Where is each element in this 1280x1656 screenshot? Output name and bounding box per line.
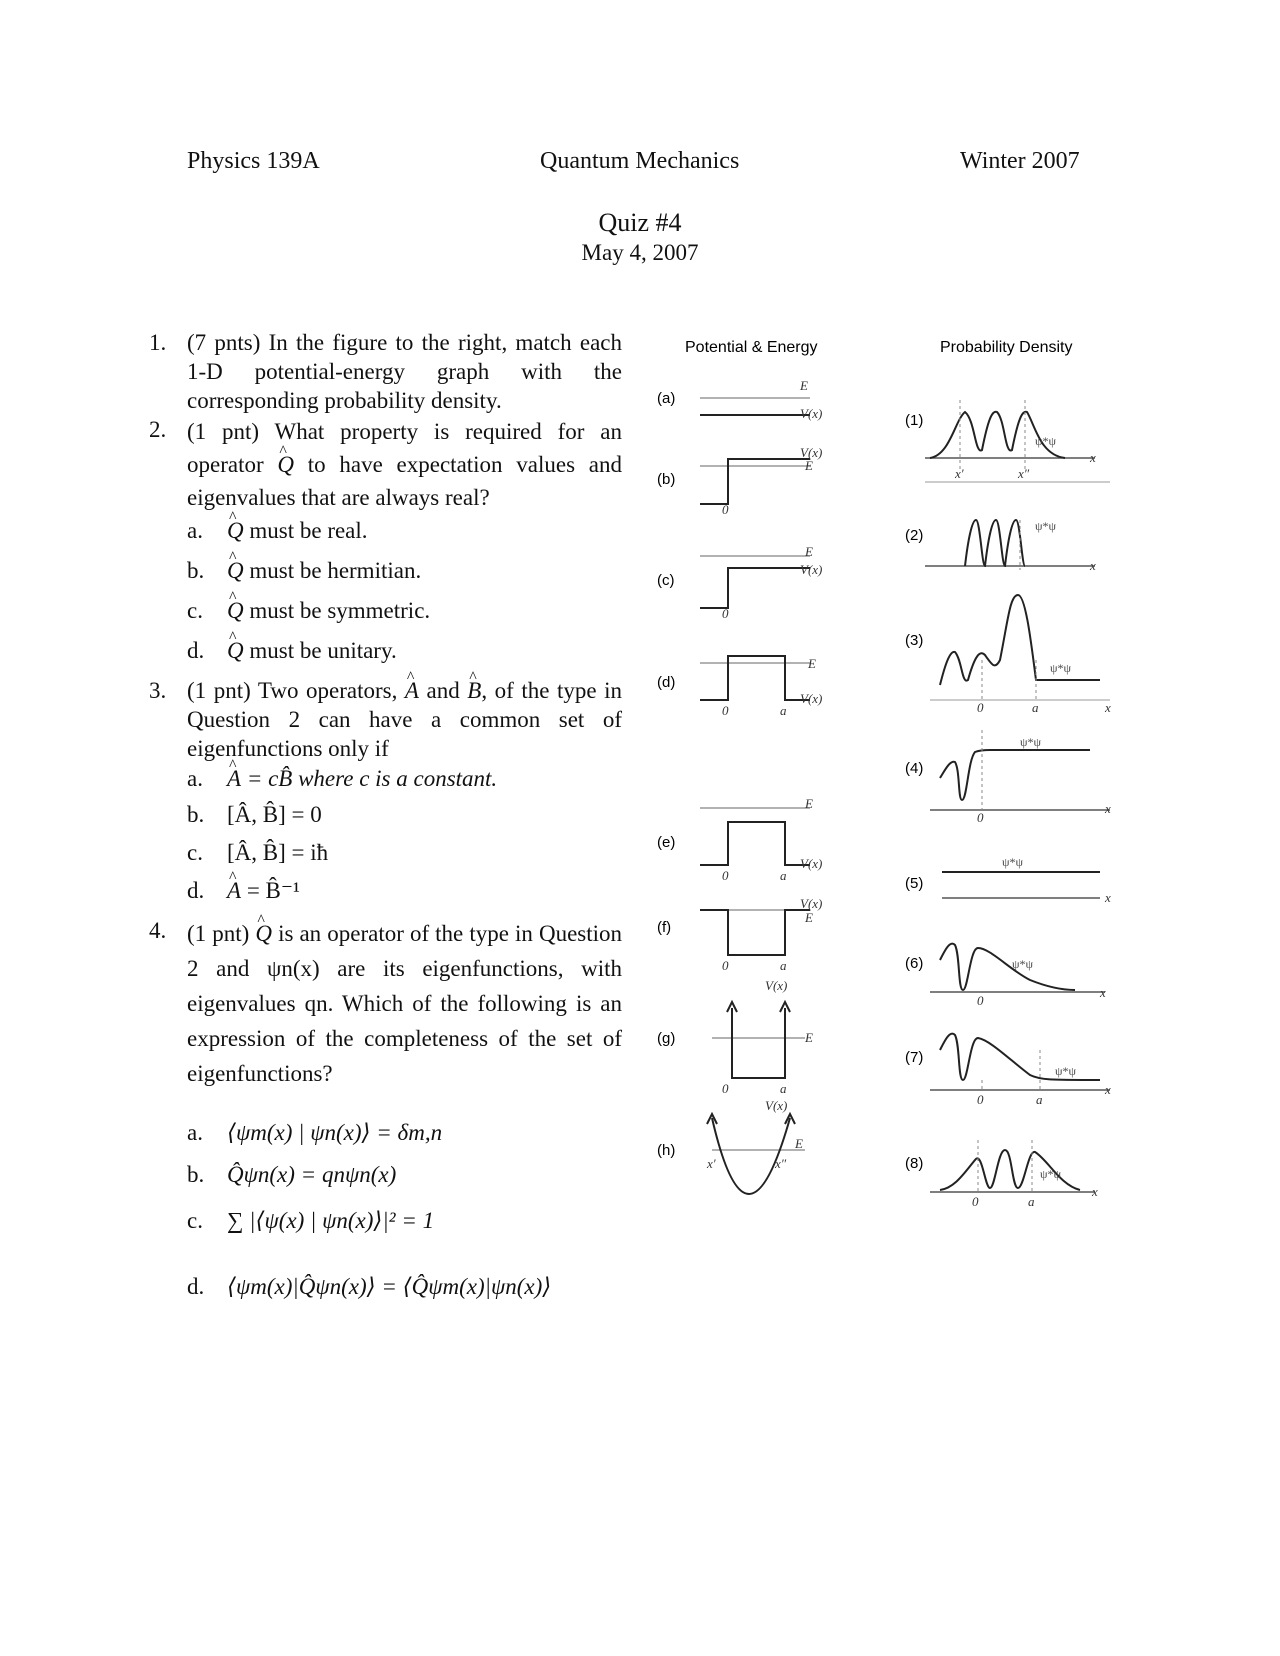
option-letter: c. bbox=[187, 840, 203, 865]
q4-option-d bbox=[187, 1272, 551, 1302]
label-psi: ψ*ψ bbox=[1002, 855, 1024, 869]
label-E: E bbox=[805, 458, 813, 473]
label-psi: ψ*ψ bbox=[1012, 957, 1034, 971]
operator: ^ Q bbox=[227, 516, 244, 546]
label-V: V(x) bbox=[765, 1098, 788, 1113]
q4-text-b: is an operator of the type in Question 2 and ψn(x) are its eigenfunctions, with eigenvalues qn. Which of the following is an expression of the completeness of the set of eigenfunctions? bbox=[187, 921, 623, 1086]
label-xpp: x″ bbox=[1018, 466, 1030, 481]
label-x: x bbox=[1105, 801, 1111, 816]
potential-well-f bbox=[700, 910, 810, 955]
q4-number: 4. bbox=[149, 918, 167, 943]
option-text: ⟨ψm(x) | ψn(x)⟩ = δm,n bbox=[227, 1120, 443, 1145]
density-label-2: (2) bbox=[905, 527, 924, 544]
q3-option-c bbox=[187, 838, 328, 868]
potential-barrier-e bbox=[700, 822, 810, 865]
label-psi: ψ*ψ bbox=[1050, 661, 1072, 675]
density-curve-6 bbox=[940, 944, 1075, 990]
q4-text bbox=[187, 916, 622, 1091]
q3-option-b bbox=[187, 800, 322, 830]
label-a: a bbox=[780, 1081, 787, 1096]
label-E: E bbox=[805, 796, 813, 811]
q2-text bbox=[187, 415, 622, 514]
option-letter: a. bbox=[187, 518, 203, 543]
label-E: E bbox=[805, 1030, 813, 1045]
density-curve-2 bbox=[965, 520, 1025, 566]
option-letter: d. bbox=[187, 638, 205, 663]
label-psi: ψ*ψ bbox=[1035, 434, 1057, 448]
operator: ^ Q bbox=[227, 556, 244, 586]
option-text: = cB̂ where c is a constant. bbox=[246, 766, 498, 791]
option-text: must be hermitian. bbox=[249, 558, 422, 583]
course-subject: Quantum Mechanics bbox=[540, 148, 740, 174]
label-psi: ψ*ψ bbox=[1040, 1167, 1062, 1181]
q2-option-b bbox=[187, 556, 421, 586]
label-zero: 0 bbox=[722, 703, 729, 718]
density-label-5: (5) bbox=[905, 875, 924, 892]
label-x: x bbox=[1105, 700, 1111, 715]
quiz-title: Quiz #4 bbox=[598, 208, 682, 237]
infinite-well-g bbox=[732, 1008, 785, 1078]
option-letter: d. bbox=[187, 878, 205, 903]
operator: ^ Q bbox=[227, 636, 244, 666]
label-psi: ψ*ψ bbox=[1020, 735, 1042, 749]
potential-figure-title: Potential & Energy bbox=[685, 339, 818, 356]
label-V: V(x) bbox=[800, 562, 823, 577]
label-a: a bbox=[780, 958, 787, 973]
label-V: V(x) bbox=[765, 978, 788, 993]
q2-operator: ^ Q bbox=[277, 448, 294, 481]
label-zero: 0 bbox=[977, 993, 984, 1008]
q3-text-b: , of the type in Question 2 can have a common set of eigenfunctions only if bbox=[187, 678, 622, 761]
q4-text-a: (1 pnt) bbox=[187, 921, 250, 946]
q2-text-b: to have expectation values and eigenvalues that are always real? bbox=[187, 452, 623, 510]
option-text: must be symmetric. bbox=[249, 598, 431, 623]
q4-option-b bbox=[187, 1160, 396, 1190]
q1-text: (7 pnts) In the figure to the right, match each 1-D potential-energy graph with the corresponding probability density. bbox=[187, 330, 622, 413]
density-label-3: (3) bbox=[905, 632, 924, 649]
label-zero: 0 bbox=[722, 606, 729, 621]
potential-label-a: (a) bbox=[657, 390, 676, 407]
label-zero: 0 bbox=[722, 1081, 729, 1096]
potential-step-c bbox=[700, 568, 810, 608]
q4-operator: ^ Q bbox=[255, 916, 272, 951]
label-psi: ψ*ψ bbox=[1035, 519, 1057, 533]
option-letter: a. bbox=[187, 766, 203, 791]
label-zero: 0 bbox=[722, 958, 729, 973]
course-name: Physics 139A bbox=[187, 148, 320, 174]
label-zero: 0 bbox=[722, 868, 729, 883]
option-letter: d. bbox=[187, 1274, 205, 1299]
label-V: V(x) bbox=[800, 406, 823, 421]
q2-option-a bbox=[187, 516, 368, 546]
label-V: V(x) bbox=[800, 856, 823, 871]
option-letter: b. bbox=[187, 1162, 205, 1187]
density-label-8: (8) bbox=[905, 1155, 924, 1172]
q3-option-a: a.^ A = cB̂ where c is a constant. bbox=[187, 764, 497, 794]
label-zero: 0 bbox=[972, 1194, 979, 1209]
option-text: [Â, B̂] = 0 bbox=[227, 802, 322, 827]
q3-operator-a: ^ A bbox=[405, 676, 419, 705]
label-E: E bbox=[805, 910, 813, 925]
option-text: must be unitary. bbox=[249, 638, 397, 663]
option-letter: b. bbox=[187, 802, 205, 827]
q2-option-d bbox=[187, 636, 397, 666]
density-label-4: (4) bbox=[905, 760, 924, 777]
q4-option-c bbox=[187, 1206, 434, 1236]
q3-text-a: (1 pnt) Two operators, bbox=[187, 678, 398, 703]
q3-option-d: d.^ A = B̂⁻¹ bbox=[187, 876, 300, 906]
density-label-1: (1) bbox=[905, 412, 924, 429]
course-term: Winter 2007 bbox=[960, 148, 1080, 174]
label-zero: 0 bbox=[722, 502, 729, 517]
label-a: a bbox=[1036, 1092, 1043, 1107]
potential-label-b: (b) bbox=[657, 471, 676, 488]
label-x: x bbox=[1100, 985, 1106, 1000]
q3-number: 3. bbox=[149, 678, 167, 703]
option-text: = B̂⁻¹ bbox=[246, 878, 300, 903]
q3-text bbox=[187, 676, 622, 763]
density-figure-title: Probability Density bbox=[940, 339, 1073, 356]
label-x: x bbox=[1105, 1082, 1111, 1097]
potential-label-c: (c) bbox=[657, 572, 675, 589]
label-a: a bbox=[780, 868, 787, 883]
q3-and: and bbox=[426, 678, 460, 703]
option-text: ⟨ψm(x)|Q̂ψn(x)⟩ = ⟨Q̂ψm(x)|ψn(x)⟩ bbox=[227, 1274, 552, 1299]
potential-label-g: (g) bbox=[657, 1030, 676, 1047]
operator: ^ Q bbox=[227, 596, 244, 626]
option-text: must be real. bbox=[249, 518, 368, 543]
label-a: a bbox=[780, 703, 787, 718]
label-psi: ψ*ψ bbox=[1055, 1064, 1077, 1078]
label-a: a bbox=[1028, 1194, 1035, 1209]
label-zero: 0 bbox=[977, 1092, 984, 1107]
label-zero: 0 bbox=[977, 810, 984, 825]
label-x: x bbox=[1090, 558, 1096, 573]
option-letter: c. bbox=[187, 598, 203, 623]
q4-option-a bbox=[187, 1118, 442, 1148]
potential-label-d: (d) bbox=[657, 674, 676, 691]
option-text: [Â, B̂] = iħ bbox=[227, 840, 329, 865]
label-E: E bbox=[805, 544, 813, 559]
option-text: ∑ |⟨ψ(x) | ψn(x)⟩|² = 1 bbox=[227, 1208, 435, 1233]
q2-text-a: (1 pnt) What property is required for an operator bbox=[187, 419, 622, 477]
q1-number: 1. bbox=[149, 330, 167, 355]
option-letter: a. bbox=[187, 1120, 203, 1145]
q2-option-c bbox=[187, 596, 430, 626]
label-xp: x′ bbox=[707, 1156, 716, 1171]
density-label-7: (7) bbox=[905, 1049, 924, 1066]
label-xpp: x″ bbox=[775, 1156, 787, 1171]
q2-number: 2. bbox=[149, 417, 167, 442]
label-a: a bbox=[1032, 700, 1039, 715]
quiz-date: May 4, 2007 bbox=[581, 240, 699, 265]
label-x: x bbox=[1090, 450, 1096, 465]
q3-operator-b: ^ B bbox=[467, 676, 481, 705]
option-text: Q̂ψn(x) = qnψn(x) bbox=[227, 1162, 397, 1187]
label-zero: 0 bbox=[977, 700, 984, 715]
potential-label-h: (h) bbox=[657, 1142, 676, 1159]
label-E: E bbox=[795, 1136, 803, 1151]
label-V: V(x) bbox=[800, 896, 823, 911]
label-x: x bbox=[1092, 1184, 1098, 1199]
density-label-6: (6) bbox=[905, 955, 924, 972]
label-E: E bbox=[808, 656, 816, 671]
label-V: V(x) bbox=[800, 691, 823, 706]
label-xp: x′ bbox=[955, 466, 964, 481]
potential-label-e: (e) bbox=[657, 834, 676, 851]
option-letter: b. bbox=[187, 558, 205, 583]
label-V: V(x) bbox=[800, 445, 823, 460]
potential-label-f: (f) bbox=[657, 919, 672, 936]
option-letter: c. bbox=[187, 1208, 203, 1233]
density-curve-4 bbox=[940, 750, 1090, 800]
label-E: E bbox=[800, 378, 808, 393]
density-curve-3 bbox=[940, 595, 1100, 685]
label-x: x bbox=[1105, 890, 1111, 905]
matching-figure bbox=[640, 330, 1111, 1230]
